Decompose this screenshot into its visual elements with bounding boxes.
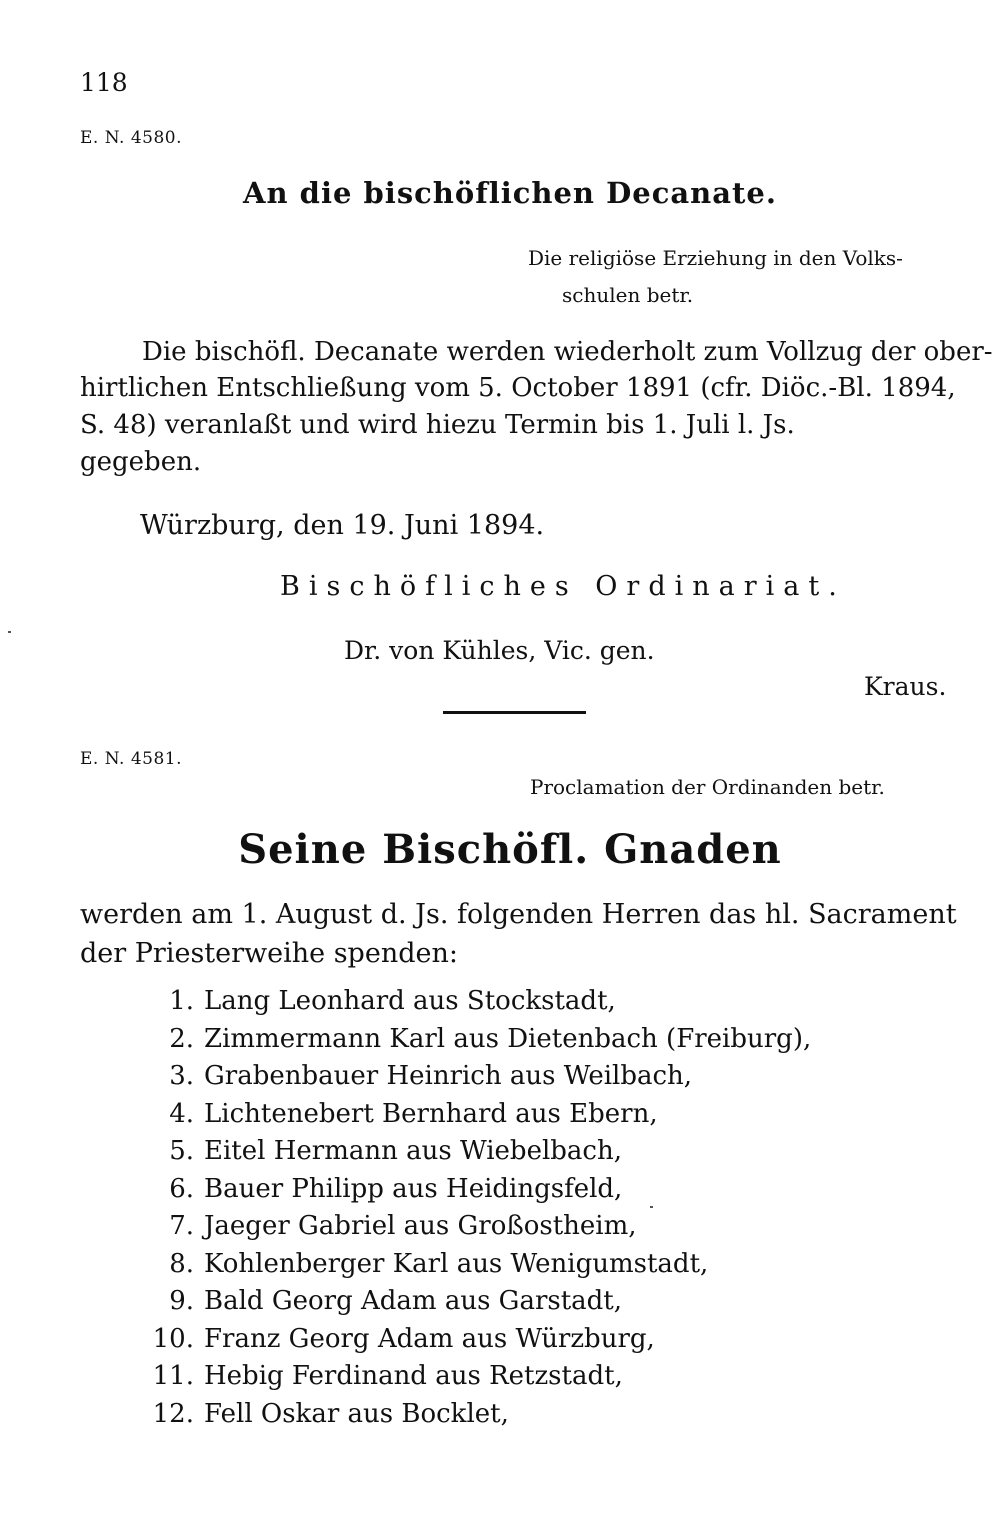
list-item	[140, 1208, 811, 1246]
list-item	[140, 1133, 811, 1171]
subject-line: Die religiöse Erziehung in den Volks-	[528, 246, 903, 270]
body-text-line: Die bischöfl. Decanate werden wiederholt zum Vollzug der ober-	[142, 337, 993, 367]
list-item-text: Jaeger Gabriel aus Großostheim,	[204, 1211, 637, 1241]
list-item	[140, 1171, 811, 1209]
list-item-number: 9.	[169, 1286, 194, 1316]
list-item-number: 6.	[169, 1173, 194, 1204]
list-item-text: Lichtenebert Bernhard aus Ebern,	[204, 1098, 658, 1129]
list-item-text: Grabenbauer Heinrich aus Weilbach,	[204, 1061, 693, 1091]
list-item	[140, 1321, 811, 1359]
section-heading: An die bischöflichen Decanate.	[243, 176, 777, 210]
list-item-number: 7.	[169, 1211, 194, 1241]
document-number: E. N. 4581.	[80, 749, 182, 769]
body-text-line: hirtlichen Entschließung vom 5. October 1891 (cfr. Diöc.-Bl. 1894,	[80, 373, 956, 403]
issuer: Bischöfliches Ordinariat.	[280, 571, 846, 602]
paper-speck	[8, 631, 11, 633]
body-text-line: gegeben.	[80, 447, 202, 477]
list-item-number: 8.	[169, 1248, 194, 1279]
document-number: E. N. 4580.	[80, 128, 182, 148]
subject-line: schulen betr.	[562, 283, 694, 307]
body-text-line: S. 48) veranlaßt und wird hiezu Termin bis 1. Juli l. Js.	[80, 410, 795, 440]
list-item-number: 4.	[169, 1098, 194, 1129]
list-item	[140, 1358, 811, 1396]
body-text-line: werden am 1. August d. Js. folgenden Herren das hl. Sacrament	[80, 899, 957, 930]
list-item-text: Zimmermann Karl aus Dietenbach (Freiburg),	[204, 1023, 812, 1054]
ordinand-list	[140, 983, 811, 1433]
list-item	[140, 1246, 811, 1284]
list-item-number: 2.	[169, 1023, 194, 1054]
list-item	[140, 1283, 811, 1321]
list-item	[140, 1396, 811, 1434]
section-divider	[443, 711, 586, 714]
list-item-number: 10.	[152, 1323, 194, 1354]
page-number: 118	[80, 68, 128, 97]
list-item-number: 12.	[152, 1398, 194, 1429]
paper-speck	[650, 1206, 653, 1208]
list-item-text: Hebig Ferdinand aus Retzstadt,	[204, 1361, 623, 1391]
list-item-text: Kohlenberger Karl aus Wenigumstadt,	[204, 1248, 709, 1279]
list-item-text: Bald Georg Adam aus Garstadt,	[204, 1286, 623, 1316]
signature: Dr. von Kühles, Vic. gen.	[344, 636, 655, 665]
list-item-text: Lang Leonhard aus Stockstadt,	[204, 986, 616, 1016]
list-item	[140, 1096, 811, 1134]
section-heading: Seine Bischöfl. Gnaden	[238, 826, 782, 873]
list-item	[140, 1058, 811, 1096]
list-item-text: Eitel Hermann aus Wiebelbach,	[204, 1136, 622, 1166]
list-item-text: Franz Georg Adam aus Würzburg,	[204, 1323, 655, 1354]
place-date: Würzburg, den 19. Juni 1894.	[140, 510, 545, 541]
list-item	[140, 1021, 811, 1059]
body-text-line: der Priesterweihe spenden:	[80, 938, 458, 969]
list-item-text: Bauer Philipp aus Heidingsfeld,	[204, 1173, 623, 1204]
list-item-text: Fell Oskar aus Bocklet,	[204, 1398, 509, 1429]
subject-line: Proclamation der Ordinanden betr.	[530, 775, 885, 799]
list-item-number: 5.	[169, 1136, 194, 1166]
list-item	[140, 983, 811, 1021]
signature: Kraus.	[864, 672, 947, 701]
list-item-number: 11.	[152, 1361, 194, 1391]
list-item-number: 3.	[169, 1061, 194, 1091]
list-item-number: 1.	[169, 986, 194, 1016]
